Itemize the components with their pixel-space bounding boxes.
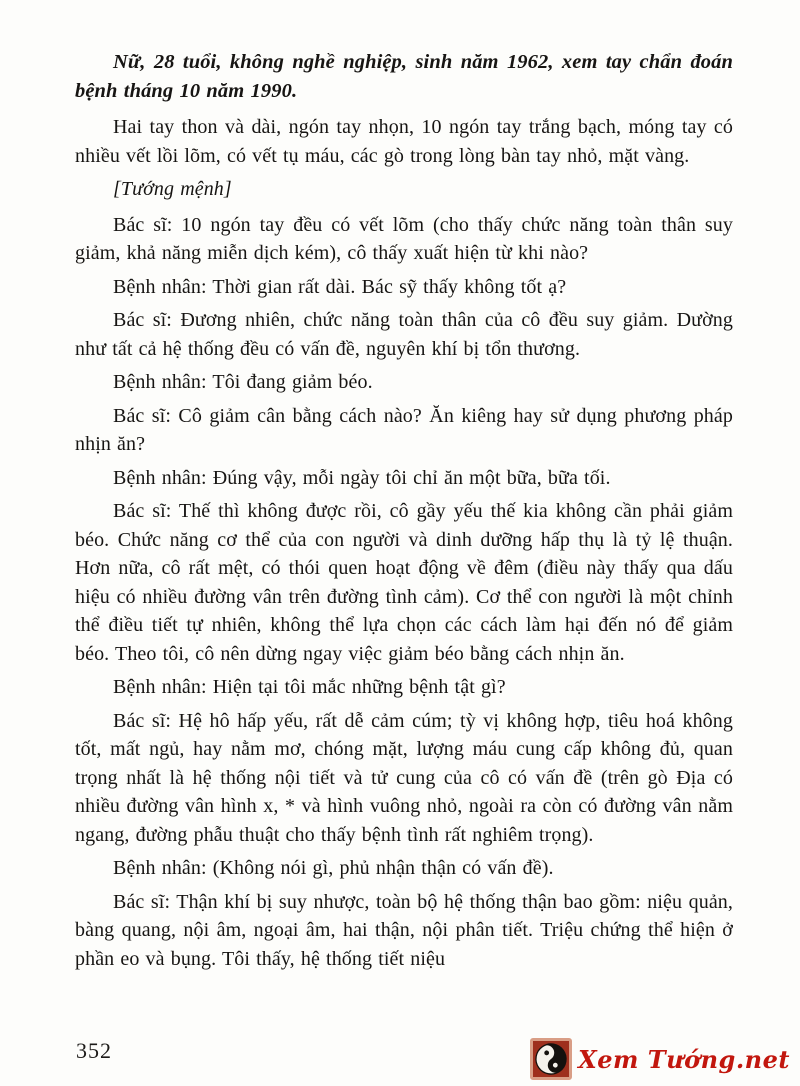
dialogue-paragraph: Bác sĩ: Thận khí bị suy nhược, toàn bộ hệ thống thận bao gồm: niệu quản, bàng quang, nội âm, ngoại âm, hai thận, nội phân tiết. Triệu chứng thể hiện ở phần eo và bụng. Tôi thấy, hệ thống tiết niệu bbox=[75, 890, 733, 970]
section-label: [Tướng mệnh] bbox=[113, 178, 232, 200]
observation-paragraph: Hai tay thon và dài, ngón tay nhọn, 10 ngón tay trắng bạch, móng tay có nhiều vết lồi lõm, có vết tụ máu, các gò trong lòng bàn tay nhỏ, mặt vàng. bbox=[75, 116, 733, 167]
dialogue-paragraph: Bác sĩ: Thế thì không được rồi, cô gầy yếu thế kia không cần phải giảm béo. Chức năng cơ thể của con người và dinh dưỡng hấp thụ là tỷ lệ thuận. Hơn nữa, cô rất mệt, có thói quen hoạt động về đêm (điều này thấy qua dấu hiệu có nhiều đường vân trên đường tình cảm). Cơ thể con người là một chỉnh thể điều tiết tự nhiên, không thể lựa chọn các cách làm hại đến nó để giảm béo. Theo tôi, cô nên dừng ngay việc giảm béo bằng cách nhịn ăn. bbox=[75, 500, 733, 665]
yin-yang-icon bbox=[530, 1038, 572, 1080]
dialogue-paragraph: Bác sĩ: Hệ hô hấp yếu, rất dễ cảm cúm; tỳ vị không hợp, tiêu hoá không tốt, mất ngủ, hay nằm mơ, chóng mặt, lượng máu cung cấp không đủ, quan trọng nhất là hệ thống nội tiết và tử cung của cô có vấn đề (trên gò Địa có nhiều đường vân hình x, * và hình vuông nhỏ, ngoài ra còn có đường vân nằm ngang, đường phẫu thuật cho thấy bệnh tình rất nghiêm trọng). bbox=[75, 709, 733, 846]
watermark-logo[interactable] bbox=[530, 1038, 790, 1080]
page-text bbox=[75, 48, 733, 978]
dialogue-paragraph: Bác sĩ: 10 ngón tay đều có vết lõm (cho thấy chức năng toàn thân suy giảm, khả năng miễn dịch kém), cô thấy xuất hiện từ khi nào? bbox=[75, 213, 733, 264]
page-number: 352 bbox=[76, 1038, 112, 1063]
dialogue-paragraph: Bệnh nhân: Thời gian rất dài. Bác sỹ thấy không tốt ạ? bbox=[113, 275, 567, 298]
dialogue-paragraph: Bệnh nhân: Tôi đang giảm béo. bbox=[113, 371, 373, 393]
dialogue-paragraph: Bác sĩ: Đương nhiên, chức năng toàn thân của cô đều suy giảm. Dường như tất cả hệ thống đều có vấn đề, nguyên khí bị tổn thương. bbox=[75, 309, 733, 360]
case-summary-heading: Nữ, 28 tuổi, không nghề nghiệp, sinh năm 1962, xem tay chẩn đoán bệnh tháng 10 năm 1990. bbox=[75, 51, 733, 102]
dialogue-paragraph: Bệnh nhân: Hiện tại tôi mắc những bệnh tật gì? bbox=[113, 676, 506, 698]
dialogue-paragraph: Bệnh nhân: Đúng vậy, mỗi ngày tôi chỉ ăn một bữa, bữa tối. bbox=[113, 466, 611, 489]
dialogue-paragraph: Bệnh nhân: (Không nói gì, phủ nhận thận có vấn đề). bbox=[113, 857, 554, 879]
dialogue-paragraph: Bác sĩ: Cô giảm cân bằng cách nào? Ăn kiêng hay sử dụng phương pháp nhịn ăn? bbox=[75, 404, 733, 455]
watermark-text: Xem Tướng.net bbox=[578, 1044, 790, 1074]
